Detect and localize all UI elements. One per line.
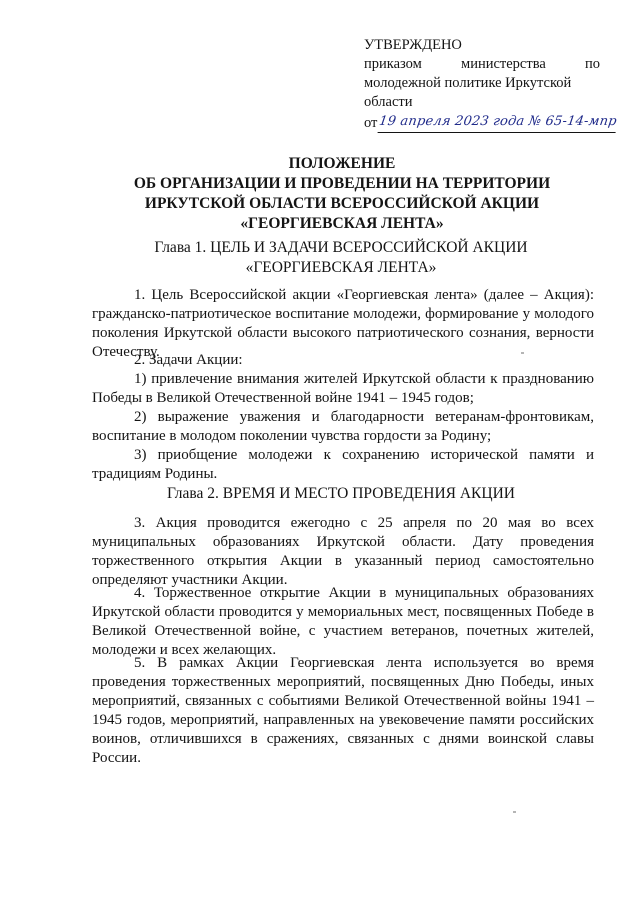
approval-word: министерства — [461, 56, 546, 72]
approval-region-line: области — [364, 94, 413, 110]
approval-order-line — [364, 55, 600, 74]
paragraph-3: 3. Акция проводится ежегодно с 25 апреля по 20 мая во всех муниципальных образованиях Иркутской области. Дату проведения торжественного открытия Акции в указанный период самостоятельно определяют участники Акции. — [92, 515, 594, 588]
scan-speck — [521, 352, 524, 354]
paragraph-task-3: 3) приобщение молодежи к сохранению исторической памяти и традициям Родины. — [92, 447, 594, 482]
document-title — [100, 154, 584, 234]
title-line: «ГЕОРГИЕВСКАЯ ЛЕНТА» — [240, 215, 444, 232]
paragraph-task-1: 1) привлечение внимания жителей Иркутской области к празднованию Победы в Великой Отечественной войне 1941 – 1945 годов; — [92, 371, 594, 406]
approval-ministry-line: молодежной политике Иркутской — [364, 75, 572, 91]
approval-date-line — [364, 112, 619, 133]
title-line: ОБ ОРГАНИЗАЦИИ И ПРОВЕДЕНИИ НА ТЕРРИТОРИИ — [133, 175, 551, 192]
title-line: ПОЛОЖЕНИЕ — [288, 155, 396, 172]
paragraph-4: 4. Торжественное открытие Акции в муниципальных образованиях Иркутской области проводится у мемориальных мест, посвященных Победе в Великой Отечественной войне, с участием ветеранов, почетных жителей, молодежи и всех желающих. — [92, 585, 594, 658]
approval-word: по — [584, 56, 600, 72]
approval-date-prefix: от — [364, 115, 378, 131]
chapter-heading-line: Глава 1. ЦЕЛЬ И ЗАДАЧИ ВСЕРОССИЙСКОЙ АКЦИИ — [154, 239, 528, 256]
paragraph-5: 5. В рамках Акции Георгиевская лента используется во время проведения торжественных мероприятий, посвященных Дню Победы, иных мероприятий, связанных с событиями Великой Отечественной войны 1941 – 1945 годов, мероприятий, направленных на увековечение памяти российских воинов, отличившихся в сражениях, связанных с днями воинской славы России. — [92, 655, 594, 766]
scan-speck — [513, 811, 516, 813]
handwritten-order-date: 19 апреля 2023 года № 65-14-мпр — [378, 112, 618, 133]
paragraph-task-2: 2) выражение уважения и благодарности ветеранам-фронтовикам, воспитание в молодом поколении чувства гордости за Родину; — [92, 409, 594, 444]
chapter-heading-line: «ГЕОРГИЕВСКАЯ ЛЕНТА» — [245, 259, 437, 276]
chapter-1-heading — [96, 238, 586, 278]
paragraph-2: 2. Задачи Акции: — [134, 352, 243, 368]
approval-heading: УТВЕРЖДЕНО — [364, 37, 462, 53]
approval-word: приказом — [364, 56, 422, 72]
approval-block — [364, 36, 619, 133]
chapter-2-heading: Глава 2. ВРЕМЯ И МЕСТО ПРОВЕДЕНИЯ АКЦИИ — [167, 485, 515, 502]
title-line: ИРКУТСКОЙ ОБЛАСТИ ВСЕРОССИЙСКОЙ АКЦИИ — [144, 195, 540, 212]
paragraph-1: 1. Цель Всероссийской акции «Георгиевская лента» (далее – Акция): гражданско-патриотическое воспитание молодежи, формирование у молодого поколения Иркутской области высокого патриотического сознания, верности Отечеству. — [92, 287, 594, 360]
